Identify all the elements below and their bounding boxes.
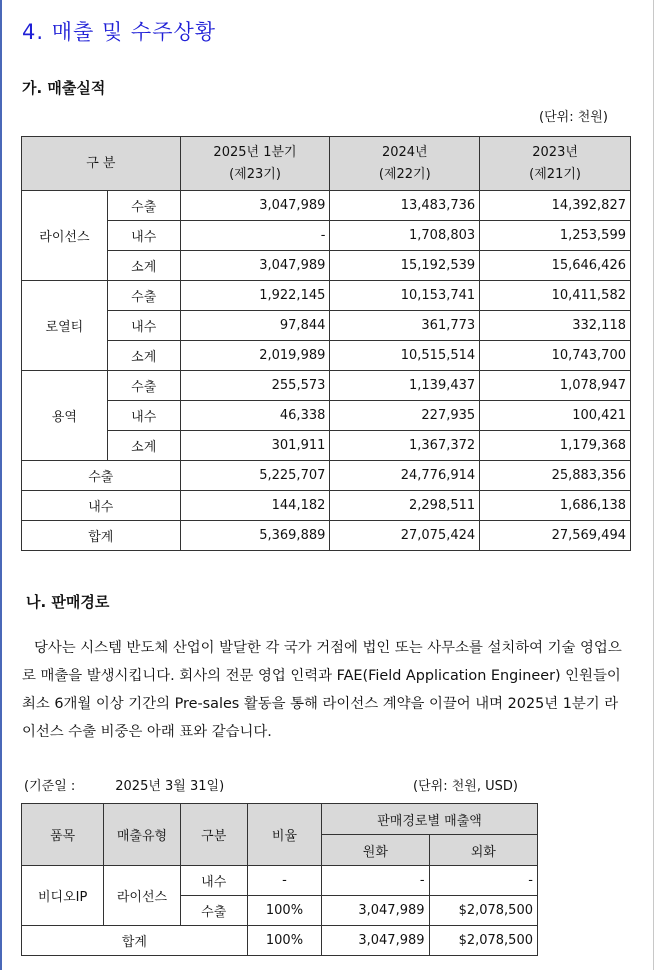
cell-value: 15,646,426: [480, 251, 631, 281]
cell-value: 10,153,741: [330, 281, 480, 311]
table-row: [22, 221, 631, 251]
row-category: 내수: [180, 866, 247, 896]
cell-value: 5,225,707: [180, 461, 330, 491]
cell-value: 1,139,437: [330, 371, 480, 401]
total-row-sum: [22, 521, 631, 551]
cell-value: 25,883,356: [480, 461, 631, 491]
sales-type: 라이선스: [104, 866, 180, 926]
section-title: 4. 매출 및 수주상황: [22, 20, 217, 44]
cell-value: 100,421: [480, 401, 631, 431]
cell-value: 24,776,914: [330, 461, 480, 491]
header-category: 구분: [180, 804, 247, 866]
cell-value: 10,515,514: [330, 341, 480, 371]
cell-krw: -: [322, 866, 429, 896]
header-ratio: 비율: [247, 804, 321, 866]
group-name: 로열티: [22, 281, 108, 371]
cell-value: 5,369,889: [180, 521, 330, 551]
table-row: [22, 866, 538, 896]
cell-value: 10,743,700: [480, 341, 631, 371]
cell-value: 1,708,803: [330, 221, 480, 251]
header-sales-type: 매출유형: [104, 804, 180, 866]
cell-value: 27,569,494: [480, 521, 631, 551]
cell-ratio: 100%: [247, 896, 321, 926]
row-type: 수출: [107, 281, 180, 311]
table-row: [22, 431, 631, 461]
cell-value: 97,844: [180, 311, 330, 341]
cell-value: 1,686,138: [480, 491, 631, 521]
cell-value: 1,367,372: [330, 431, 480, 461]
table-row: [22, 251, 631, 281]
unit-label-sales: (단위: 천원): [539, 110, 608, 125]
subsection-title-sales: 가. 매출실적: [22, 79, 106, 97]
item-name: 비디오IP: [22, 866, 104, 926]
total-row-sum: [22, 926, 538, 956]
row-type: 소계: [107, 431, 180, 461]
total-label: 합계: [22, 521, 181, 551]
channel-description: 당사는 시스템 반도체 산업이 발달한 각 국가 거점에 법인 또는 사무소를 설치하여 기술 영업으로 매출을 발생시킵니다. 회사의 전문 영업 인력과 FAE(Field Application Engineer) 인원들이 최소 6개월 이상 기간의 Pre-sales 활동을 통해 라이선스 계약을 이끌어 내며 2025년 1분기 라이선스 수출 비중은 아래 표와 같습니다.: [22, 640, 622, 740]
cell-value: 144,182: [180, 491, 330, 521]
row-category: 수출: [180, 896, 247, 926]
table-header-row: [22, 804, 538, 835]
cell-value: 1,922,145: [180, 281, 330, 311]
total-label: 수출: [22, 461, 181, 491]
cell-value: 2,019,989: [180, 341, 330, 371]
base-date: [24, 775, 224, 794]
cell-value: 2,298,511: [330, 491, 480, 521]
header-item: 품목: [22, 804, 104, 866]
cell-foreign: $2,078,500: [429, 896, 537, 926]
cell-foreign: -: [429, 866, 537, 896]
header-foreign: 외화: [429, 835, 537, 866]
row-type: 수출: [107, 191, 180, 221]
header-krw: 원화: [322, 835, 429, 866]
table-row: [22, 341, 631, 371]
cell-value: 15,192,539: [330, 251, 480, 281]
total-label: 내수: [22, 491, 181, 521]
header-channel-sales: 판매경로별 매출액: [322, 804, 538, 835]
table-row: [22, 401, 631, 431]
header-period-0: 2025년 1분기 (제23기): [180, 137, 330, 191]
table-header-row: [22, 137, 631, 191]
group-name: 용역: [22, 371, 108, 461]
base-date-label: (기준일 :: [24, 779, 76, 794]
row-type: 내수: [107, 221, 180, 251]
cell-value: 27,075,424: [330, 521, 480, 551]
cell-value: 301,911: [180, 431, 330, 461]
channel-table: [21, 803, 538, 956]
cell-value: 10,411,582: [480, 281, 631, 311]
cell-ratio: 100%: [247, 926, 321, 956]
total-row-export: [22, 461, 631, 491]
cell-ratio: -: [247, 866, 321, 896]
cell-value: 255,573: [180, 371, 330, 401]
subsection-title-channel: 나. 판매경로: [26, 593, 110, 611]
cell-value: 13,483,736: [330, 191, 480, 221]
cell-value: 1,179,368: [480, 431, 631, 461]
cell-value: 1,078,947: [480, 371, 631, 401]
table-row: [22, 191, 631, 221]
table-row: [22, 311, 631, 341]
cell-value: 14,392,827: [480, 191, 631, 221]
cell-value: 3,047,989: [180, 191, 330, 221]
cell-value: 361,773: [330, 311, 480, 341]
cell-value: 1,253,599: [480, 221, 631, 251]
total-label: 합계: [22, 926, 248, 956]
table-row: [22, 371, 631, 401]
header-period-2: 2023년 (제21기): [480, 137, 631, 191]
cell-value: -: [180, 221, 330, 251]
row-type: 내수: [107, 401, 180, 431]
cell-value: 227,935: [330, 401, 480, 431]
header-period-1: 2024년 (제22기): [330, 137, 480, 191]
row-type: 내수: [107, 311, 180, 341]
cell-krw: 3,047,989: [322, 896, 429, 926]
cell-value: 3,047,989: [180, 251, 330, 281]
cell-krw: 3,047,989: [322, 926, 429, 956]
cell-value: 46,338: [180, 401, 330, 431]
row-type: 수출: [107, 371, 180, 401]
row-type: 소계: [107, 251, 180, 281]
cell-foreign: $2,078,500: [429, 926, 537, 956]
row-type: 소계: [107, 341, 180, 371]
table-row: [22, 281, 631, 311]
unit-label-channel: (단위: 천원, USD): [413, 779, 518, 794]
header-category: 구 분: [22, 137, 181, 191]
page-left-border: [0, 0, 2, 970]
base-date-value: 2025년 3월 31일): [115, 779, 225, 794]
cell-value: 332,118: [480, 311, 631, 341]
total-row-domestic: [22, 491, 631, 521]
group-name: 라이선스: [22, 191, 108, 281]
sales-table: [21, 136, 631, 551]
